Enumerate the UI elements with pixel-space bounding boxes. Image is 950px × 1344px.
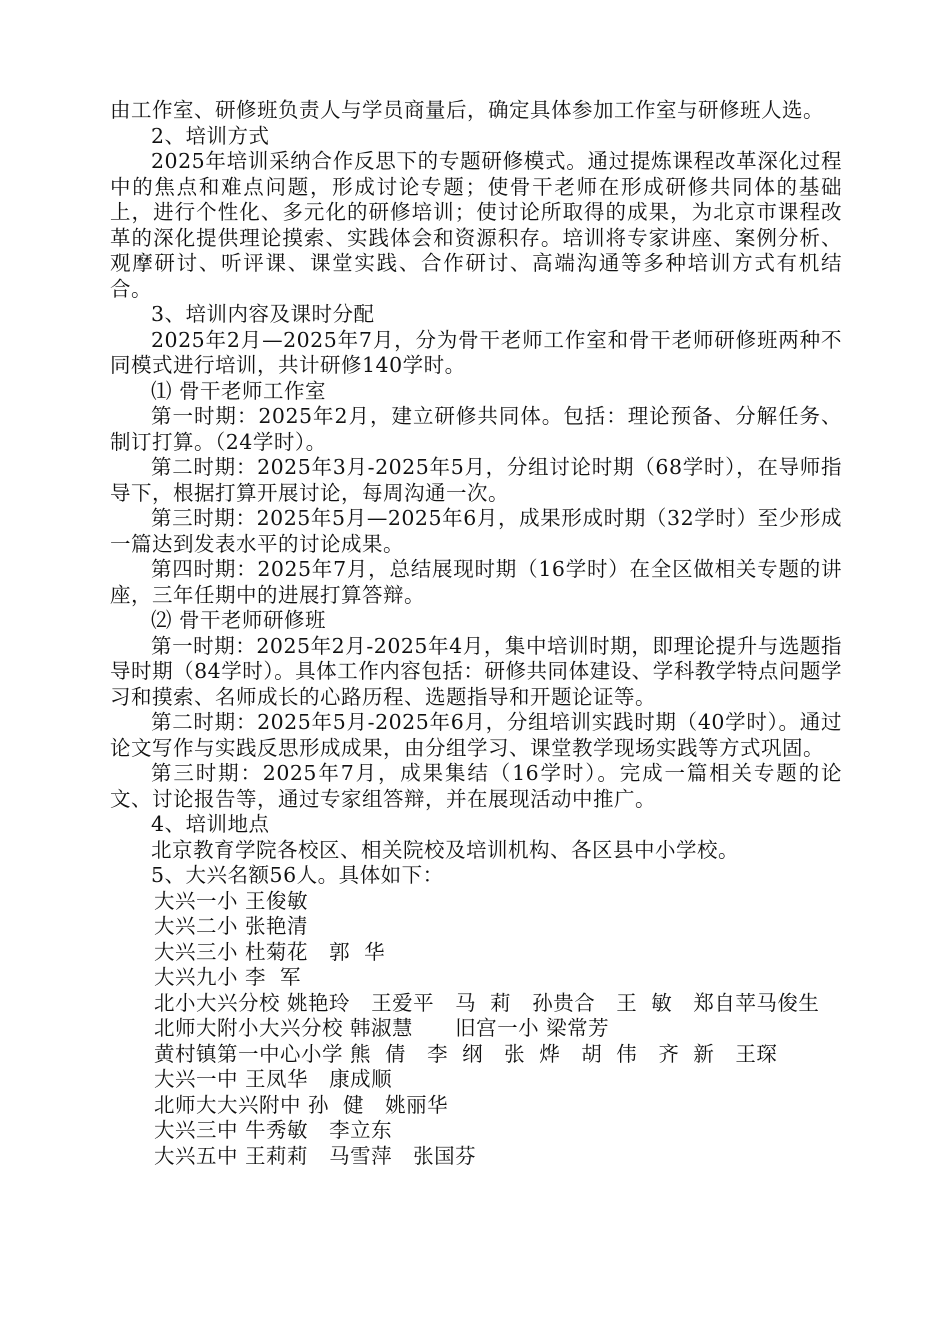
name-list	[110, 889, 842, 1170]
paragraph: 2025年2月—2025年7月，分为骨干老师工作室和骨干老师研修班两种不同模式进行培训，共计研修140学时。	[110, 327, 842, 377]
subsection-heading: ⑴ 骨干老师工作室	[151, 378, 327, 403]
paragraph: 2025年培训采纳合作反思下的专题研修模式。通过提炼课程改革深化过程中的焦点和难点问题，形成讨论专题；使骨干老师在形成研修共同体的基础上，进行个性化、多元化的研修培训；使讨论所取得的成果，为北京市课程改革的深化提供理论摸索、实践体会和资源积存。培训将专家讲座、案例分析、观摩研讨、听评课、课堂实践、合作研讨、高端沟通等多种培训方式有机结合。	[110, 149, 842, 301]
name-list-item: 大兴三小 杜菊花 郭 华	[154, 939, 386, 964]
name-list-item: 大兴一小 王俊敏	[154, 888, 309, 913]
section-heading: 2、培训方式	[151, 123, 270, 148]
name-list-item: 大兴九小 李 军	[154, 965, 302, 989]
paragraph: 第二时期：2025年5月-2025年6月，分组培训实践时期（40学时）。通过论文写作与实践反思形成成果，由分组学习、课堂教学现场实践等方式巩固。	[110, 710, 842, 760]
body-text	[110, 98, 842, 889]
name-list-item: 北师大大兴附中 孙 健 姚丽华	[154, 1092, 449, 1117]
paragraph: 北京教育学院各校区、相关院校及培训机构、各区县中小学校。	[151, 837, 739, 862]
name-list-item: 黄村镇第一中心小学 熊 倩 李 纲 张 烨 胡 伟 齐 新 王琛	[154, 1041, 778, 1066]
name-list-item: 大兴二小 张艳清	[154, 914, 309, 938]
paragraph: 第一时期：2025年2月-2025年4月，集中培训时期，即理论提升与选题指导时期（84学时）。具体工作内容包括：研修共同体建设、学科教学特点问题学习和摸索、名师成长的心路历程、选题指导和开题论证等。	[110, 633, 842, 709]
name-list-item: 大兴五中 王莉莉 马雪萍 张国芬	[154, 1143, 477, 1168]
section-heading: 3、培训内容及课时分配	[151, 302, 375, 326]
paragraph: 第一时期：2025年2月，建立研修共同体。包括：理论预备、分解任务、制订打算。（24学时）。	[110, 404, 842, 454]
section-heading: 4、培训地点	[151, 812, 270, 836]
paragraph: 第四时期：2025年7月，总结展现时期（16学时）在全区做相关专题的讲座，三年任期中的进展打算答辩。	[110, 557, 842, 607]
paragraph: 第三时期：2025年5月—2025年6月，成果形成时期（32学时）至少形成一篇达到发表水平的讨论成果。	[110, 506, 842, 556]
name-list-item: 北师大附小大兴分校 韩淑慧 旧宫一小 梁常芳	[154, 1016, 610, 1040]
paragraph: 由工作室、研修班负责人与学员商量后，确定具体参加工作室与研修班人选。	[110, 98, 824, 122]
section-heading: 5、大兴名额56人。具体如下：	[151, 863, 444, 887]
subsection-heading: ⑵ 骨干老师研修班	[151, 608, 327, 632]
paragraph: 第二时期：2025年3月-2025年5月，分组讨论时期（68学时），在导师指导下，根据打算开展讨论，每周沟通一次。	[110, 455, 842, 505]
name-list-item: 大兴三中 牛秀敏 李立东	[154, 1118, 393, 1142]
name-list-item: 大兴一中 王凤华 康成顺	[154, 1067, 393, 1091]
paragraph: 第三时期：2025年7月，成果集结（16学时）。完成一篇相关专题的论文、讨论报告等，通过专家组答辩，并在展现活动中推广。	[110, 761, 842, 811]
document-page	[110, 98, 842, 1169]
name-list-item: 北小大兴分校 姚艳玲 王爱平 马 莉 孙贵合 王 敏 郑自苹马俊生	[154, 990, 820, 1015]
